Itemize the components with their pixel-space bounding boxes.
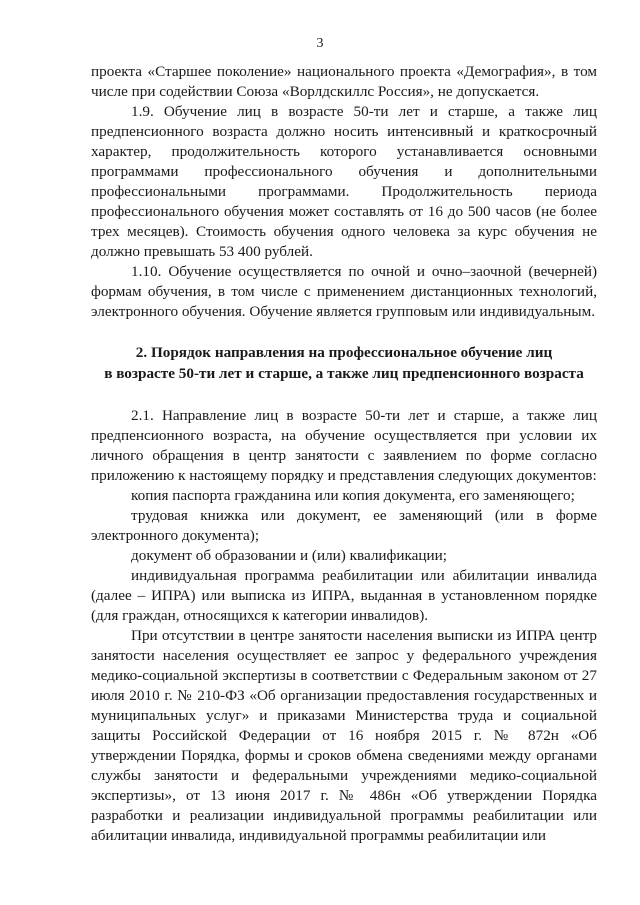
paragraph-1-10: 1.10. Обучение осуществляется по очной и очно–заочной (вечерней) формам обучения, в том числе с применением дистанционных технологий, электронного обучения. Обучение является групповым или индивидуальным. (91, 263, 597, 320)
document-list-item-ipra: индивидуальная программа реабилитации или абилитации инвалида (далее – ИПРА) или выписка из ИПРА, выданная в установленном порядке (для граждан, относящихся к категории инвалидов). (91, 567, 597, 624)
document-list-item-passport: копия паспорта гражданина или копия документа, его заменяющего; (131, 487, 575, 504)
document-body (91, 62, 597, 846)
paragraph-2-1: 2.1. Направление лиц в возрасте 50-ти лет и старше, а также лиц предпенсионного возраста, на обучение осуществляется при условии их личного обращения в центр занятости с заявлением по форме согласно приложению к настоящему порядку и представления следующих документов: (91, 407, 597, 484)
section-heading-line-1: 2. Порядок направления на профессиональное обучение лиц (135, 344, 553, 361)
document-list-item-education: документ об образовании и (или) квалификации; (131, 547, 448, 564)
section-heading (91, 342, 597, 384)
section-heading-line-2: в возрасте 50-ти лет и старше, а также лиц предпенсионного возраста (104, 365, 584, 382)
paragraph-1-9: 1.9. Обучение лиц в возрасте 50-ти лет и старше, а также лиц предпенсионного возраста должно носить интенсивный и краткосрочный характер, продолжительность которого устанавливается основными программами профессионального обучения и дополнительными профессиональными программами. Продолжительность периода профессионального обучения может составлять от 16 до 500 часов (не более трех месяцев). Стоимость обучения одного человека за курс обучения не должно превышать 53 400 рублей. (91, 103, 597, 260)
document-list-item-workbook: трудовая книжка или документ, ее заменяющий (или в форме электронного документа); (91, 507, 597, 544)
paragraph-ipra-request: При отсутствии в центре занятости населения выписки из ИПРА центр занятости населения осуществляет ее запрос у федерального учреждения медико-социальной экспертизы в соответствии с Федеральным законом от 27 июля 2010 г. № 210-ФЗ «Об организации предоставления государственных и муниципальных услуг» и приказами Министерства труда и социальной защиты Российской Федерации от 16 ноября 2015 г. № 872н «Об утверждении Порядка, формы и сроков обмена сведениями между органами службы занятости и федеральными учреждениями медико-социальной экспертизы», от 13 июня 2017 г. № 486н «Об утверждении Порядка разработки и реализации индивидуальной программы реабилитации или абилитации инвалида, индивидуальной программы реабилитации или (91, 627, 597, 844)
page-number: 3 (316, 36, 324, 51)
paragraph-continued: проекта «Старшее поколение» национального проекта «Демография», в том числе при содействии Союза «Ворлдскиллс Россия», не допускается. (91, 63, 597, 100)
